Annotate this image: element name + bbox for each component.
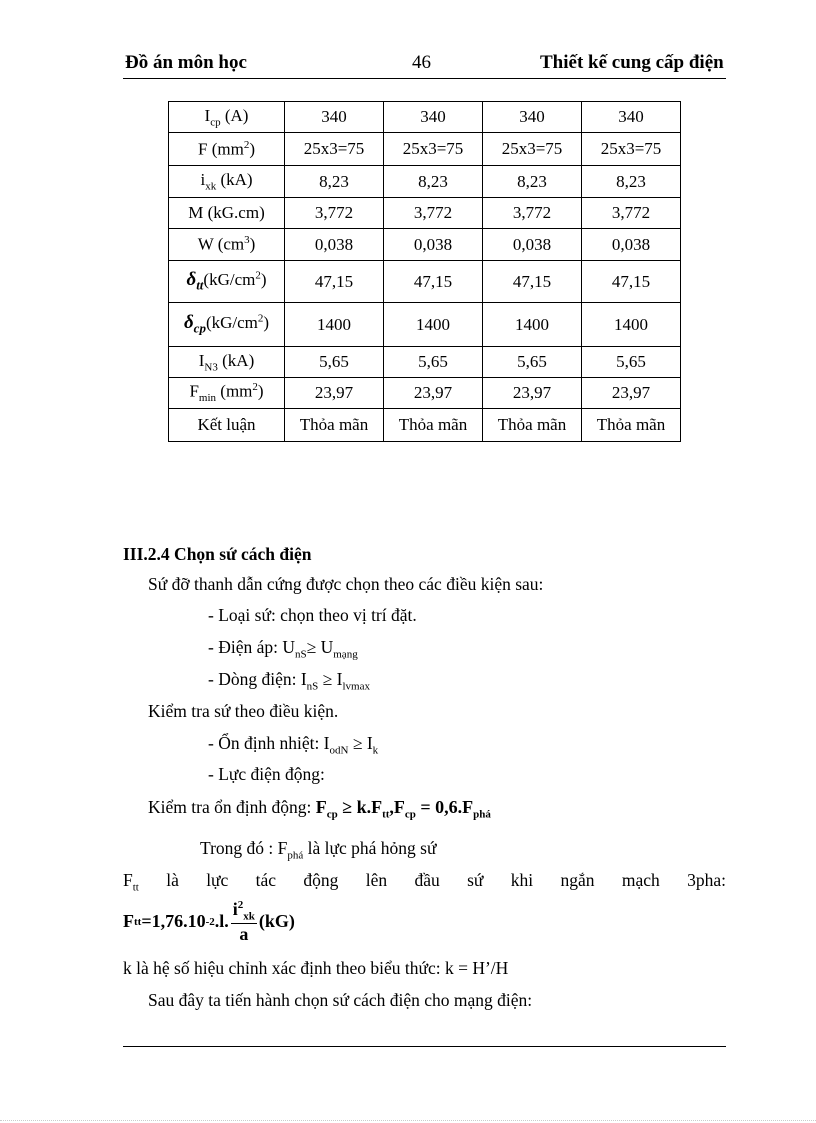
- table-row: [169, 409, 681, 442]
- ftt-line-word: động: [303, 870, 339, 890]
- table-row: [169, 347, 681, 378]
- table-cell: 23,97: [285, 378, 384, 409]
- ftt-line-word: lên: [365, 870, 388, 890]
- check-heading: Kiểm tra sứ theo điều kiện.: [148, 701, 339, 721]
- table-cell: 0,038: [384, 229, 483, 261]
- table-cell: 8,23: [483, 166, 582, 198]
- row-label: M (kG.cm): [169, 198, 285, 229]
- row-label: $F_{min}$ $(mm^2)$: [169, 378, 285, 409]
- condition-current: - Dòng điện: $I_{nS} \ge I_{lvmax}$: [208, 669, 370, 693]
- table-row: [169, 133, 681, 166]
- ftt-line-word: sứ: [467, 870, 484, 890]
- table-cell: 0,038: [483, 229, 582, 261]
- table-cell: Thỏa mãn: [384, 409, 483, 442]
- table-cell: 8,23: [582, 166, 681, 198]
- table-cell: Thỏa mãn: [285, 409, 384, 442]
- condition-type: - Loại sứ: chọn theo vị trí đặt.: [208, 605, 417, 625]
- row-label: Kết luận: [169, 409, 285, 442]
- table-cell: 23,97: [384, 378, 483, 409]
- table-cell: 340: [384, 102, 483, 133]
- row-label: $\delta_{tt}(kG/cm^2)$: [169, 261, 285, 303]
- closing-sentence: Sau đây ta tiến hành chọn sứ cách điện cho mạng điện:: [148, 990, 533, 1010]
- table-cell: 3,772: [582, 198, 681, 229]
- table-cell: 25x3=75: [582, 133, 681, 166]
- table-cell: 3,772: [384, 198, 483, 229]
- ftt-line-word: ngắn: [560, 870, 595, 890]
- table-row: [169, 303, 681, 347]
- row-label: $i_{xk}$ (kA): [169, 166, 285, 198]
- table-cell: 340: [582, 102, 681, 133]
- check-thermal: - Ổn định nhiệt: $I_{odN} \ge I_k$: [208, 733, 379, 757]
- table-cell: 3,772: [285, 198, 384, 229]
- table-cell: 5,65: [384, 347, 483, 378]
- table-cell: 1400: [582, 303, 681, 347]
- ftt-line-word: đầu: [414, 870, 440, 890]
- table-cell: 0,038: [285, 229, 384, 261]
- ftt-formula: F tt =1,76.10 -2 .l. $i^2_{xk}$ a (kG): [123, 899, 295, 944]
- table-row: [169, 378, 681, 409]
- row-label: $I_{N3}$ (kA): [169, 347, 285, 378]
- table-cell: Thỏa mãn: [582, 409, 681, 442]
- table-cell: 5,65: [582, 347, 681, 378]
- table-cell: 1400: [384, 303, 483, 347]
- table-row: [169, 102, 681, 133]
- ftt-line-word: tác: [255, 870, 277, 890]
- header-subject: Thiết kế cung cấp điện: [540, 52, 724, 73]
- table-cell: 8,23: [384, 166, 483, 198]
- table-cell: 23,97: [483, 378, 582, 409]
- table-cell: 5,65: [483, 347, 582, 378]
- table-row: [169, 198, 681, 229]
- table-cell: 340: [483, 102, 582, 133]
- ftt-definition-line: $F_{tt}$ là lực tác động lên đầu sứ khi ngắn mạch 3pha:: [123, 870, 726, 894]
- header-rule: [123, 78, 726, 79]
- header-doc-title: Đồ án môn học: [125, 52, 247, 73]
- where-clause: Trong đó : $F_{phá}$ là lực phá hỏng sứ: [200, 838, 437, 862]
- table-cell: 47,15: [483, 261, 582, 303]
- ftt-line-word: là: [166, 870, 179, 890]
- ftt-line-word: mạch: [621, 870, 660, 890]
- ftt-line-word: 3pha:: [687, 870, 726, 890]
- table-cell: 8,23: [285, 166, 384, 198]
- table-cell: 23,97: [582, 378, 681, 409]
- page-number: 46: [412, 52, 431, 73]
- table-row: [169, 261, 681, 303]
- row-label: W $(cm^3)$: [169, 229, 285, 261]
- condition-voltage: - Điện áp: $U_{nS}\ge U_{mạng}$: [208, 637, 358, 661]
- k-definition: k là hệ số hiệu chỉnh xác định theo biểu thức: k = H’/H: [123, 958, 509, 978]
- section-title: III.2.4 Chọn sứ cách điện: [123, 544, 312, 564]
- table-cell: 1400: [483, 303, 582, 347]
- row-label: F $(mm^2)$: [169, 133, 285, 166]
- table-cell: 25x3=75: [483, 133, 582, 166]
- table-cell: 0,038: [582, 229, 681, 261]
- footer-rule: [123, 1046, 726, 1047]
- table-cell: 25x3=75: [285, 133, 384, 166]
- dynamic-stability-formula: Kiểm tra ổn định động: $F_{cp} \ge k.F_{tt},F_{cp} = 0,6.F_{phá}$: [148, 797, 491, 821]
- check-dynamic: - Lực điện động:: [208, 764, 325, 784]
- table-cell: 25x3=75: [384, 133, 483, 166]
- ftt-line-word: khi: [510, 870, 534, 890]
- section-intro: Sứ đỡ thanh dẫn cứng được chọn theo các điều kiện sau:: [148, 574, 544, 594]
- row-label: $\delta_{cp}(kG/cm^2)$: [169, 303, 285, 347]
- table-cell: 1400: [285, 303, 384, 347]
- ftt-line-word: lực: [206, 870, 229, 890]
- table-row: [169, 229, 681, 261]
- table-cell: 3,772: [483, 198, 582, 229]
- table-cell: 47,15: [582, 261, 681, 303]
- table-cell: 340: [285, 102, 384, 133]
- table-cell: 47,15: [285, 261, 384, 303]
- table-cell: 5,65: [285, 347, 384, 378]
- page-edge-dotted: [0, 1120, 816, 1121]
- table-row: [169, 166, 681, 198]
- table-cell: 47,15: [384, 261, 483, 303]
- row-label: $I_{cp}$ (A): [169, 102, 285, 133]
- busbar-check-table: [168, 101, 681, 442]
- table-cell: Thỏa mãn: [483, 409, 582, 442]
